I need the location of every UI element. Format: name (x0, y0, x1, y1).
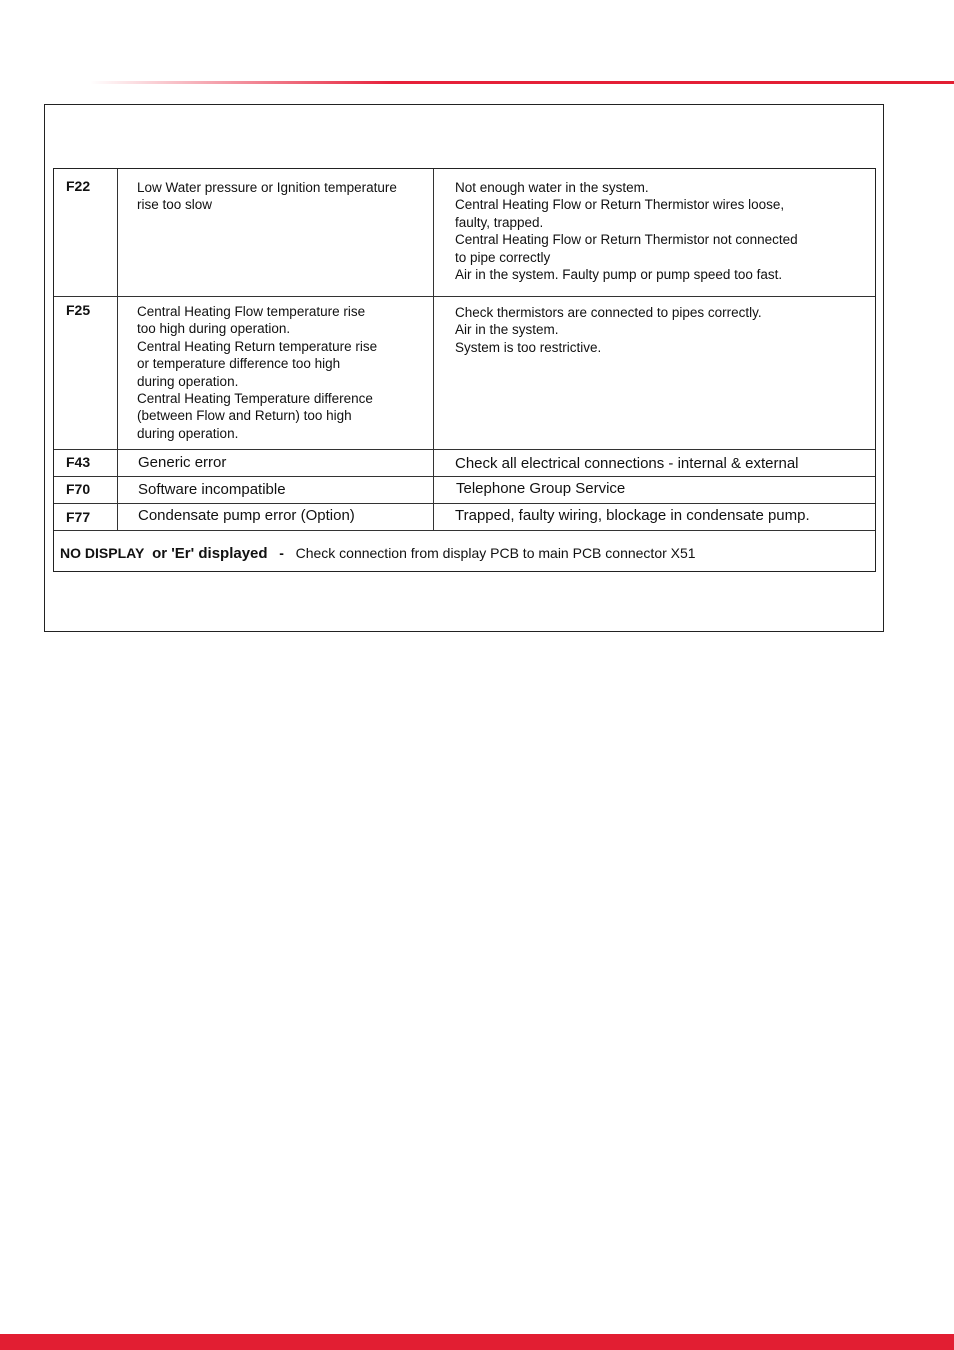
row-divider (54, 296, 875, 297)
fault-description: Generic error (138, 454, 227, 471)
fault-remedy: Check thermistors are connected to pipes correctly. Air in the system. System is too restrictive. (455, 305, 762, 355)
header-accent-rule (90, 81, 954, 84)
note-separator: - (279, 545, 284, 561)
row-divider (54, 449, 875, 450)
fault-code-table (53, 168, 876, 572)
fault-description: Condensate pump error (Option) (138, 507, 355, 524)
fault-remedy: Trapped, faulty wiring, blockage in condensate pump. (455, 507, 810, 524)
fault-remedy: Not enough water in the system. Central Heating Flow or Return Thermistor wires loose, faulty, trapped. Central Heating Flow or Return Thermistor not connected to pipe correctly Air in the system. Faulty pump or pump speed too fast. (455, 180, 798, 283)
fault-code: F25 (66, 302, 91, 318)
fault-description: Software incompatible (138, 481, 286, 498)
row-divider (54, 530, 875, 531)
fault-code: F22 (66, 178, 91, 194)
footer-accent-bar (0, 1334, 954, 1350)
row-divider (54, 503, 875, 504)
no-display-note (60, 545, 696, 562)
fault-code: F70 (66, 481, 91, 497)
fault-code: F77 (66, 509, 91, 525)
er-displayed-label: or 'Er' displayed (152, 545, 268, 562)
fault-description: Low Water pressure or Ignition temperature rise too slow (137, 180, 397, 213)
no-display-instruction: Check connection from display PCB to main PCB connector X51 (295, 545, 696, 561)
fault-description: Central Heating Flow temperature rise too high during operation. Central Heating Return temperature rise or temperature difference too high during operation. Central Heating Temperature difference (between Flow and Return) too high during operation. (137, 304, 378, 441)
fault-remedy: Telephone Group Service (456, 480, 626, 497)
fault-remedy: Check all electrical connections - internal & external (455, 455, 799, 472)
row-divider (54, 476, 875, 477)
fault-code: F43 (66, 454, 91, 470)
no-display-label: NO DISPLAY (60, 545, 145, 561)
